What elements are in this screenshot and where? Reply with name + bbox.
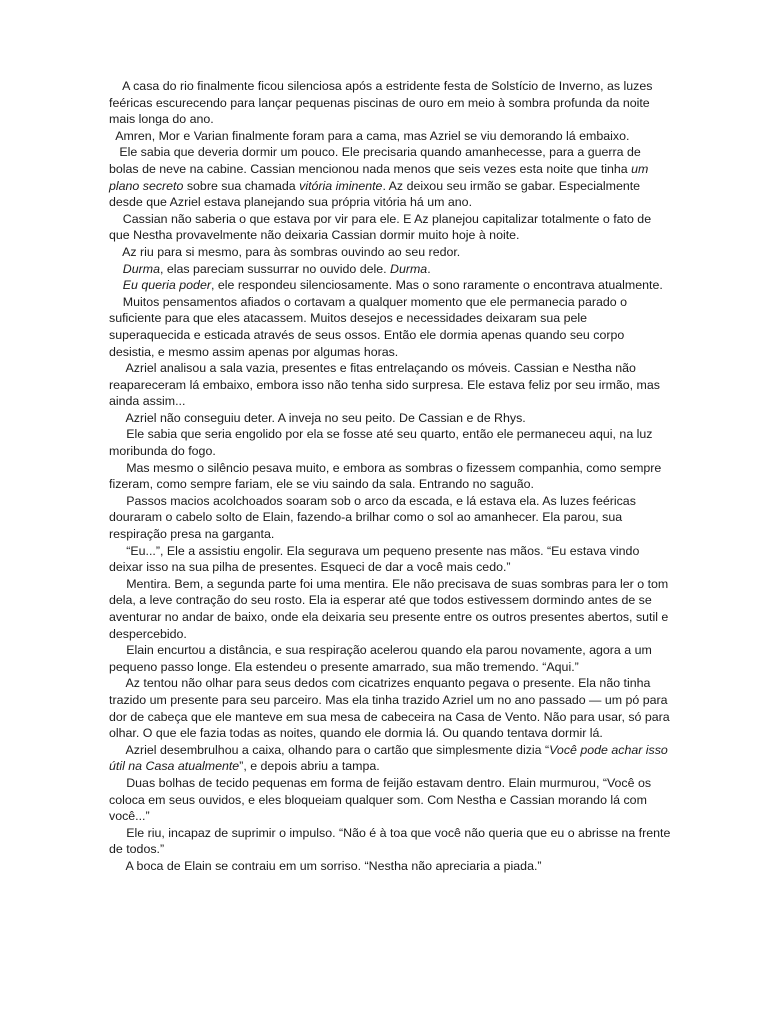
paragraph-indent <box>109 826 126 840</box>
paragraph-indent <box>109 859 126 873</box>
text-run: Cassian não saberia o que estava por vir para ele. E Az planejou capitalizar totalmente o fato de que Nestha provavelmente não deixaria Cassian dormir muito hoje à noite. <box>109 211 652 243</box>
document-body <box>109 78 671 875</box>
text-run: Az riu para si mesmo, para às sombras ouvindo ao seu redor. <box>122 244 461 259</box>
text-run: . <box>427 261 431 276</box>
text-run: sobre sua chamada <box>183 178 300 193</box>
paragraph <box>109 294 671 360</box>
italic-text: vitória iminente <box>299 178 383 193</box>
paragraph <box>109 144 671 210</box>
text-run: Elain encurtou a distância, e sua respiração acelerou quando ela parou novamente, agora a um pequeno passo longe. Ela estendeu o presente amarrado, sua mão tremendo. “Aqui.” <box>109 643 652 674</box>
paragraph-indent <box>109 262 123 276</box>
text-run: Mas mesmo o silêncio pesava muito, e embora as sombras o fizessem companhia, como sempre fizeram, como sempre fariam, ele se viu saindo da sala. Entrando no saguão. <box>109 460 662 492</box>
paragraph-indent <box>109 295 123 309</box>
paragraph <box>109 211 671 244</box>
paragraph-indent <box>109 145 119 159</box>
paragraph-indent <box>109 494 126 508</box>
paragraph <box>109 543 671 576</box>
italic-text: Durma <box>390 261 428 276</box>
paragraph <box>109 426 671 459</box>
paragraph <box>109 493 671 543</box>
paragraph <box>109 78 671 128</box>
paragraph-indent <box>109 676 126 690</box>
italic-text: Eu queria poder <box>122 278 211 293</box>
text-run: Passos macios acolchoados soaram sob o arco da escada, e lá estava ela. As luzes feéricas douraram o cabelo solto de Elain, fazendo-a brilhar como o sol ao amanhecer. Ela parou, sua respiração presa na garganta. <box>109 493 636 542</box>
paragraph <box>109 642 671 675</box>
paragraph <box>109 858 671 875</box>
text-run: Azriel analisou a sala vazia, presentes e fitas entrelaçando os móveis. Cassian e Nestha não reapareceram lá embaixo, embora isso não tenha sido surpresa. Ele estava feliz por seu irmão, mas ainda assim... <box>109 361 660 409</box>
text-run: ”, e depois abriu a tampa. <box>239 759 380 774</box>
text-run: Azriel não conseguiu deter. A inveja no seu peito. De Cassian e de Rhys. <box>125 410 526 425</box>
paragraph-indent <box>109 361 126 375</box>
paragraph <box>109 277 671 294</box>
paragraph-indent <box>109 245 122 259</box>
paragraph <box>109 128 671 145</box>
paragraph <box>109 742 671 775</box>
text-run: “Eu...”, Ele a assistiu engolir. Ela segurava um pequeno presente nas mãos. “Eu estava vindo deixar isso na sua pilha de presentes. Esqueci de dar a você mais cedo.” <box>109 543 640 575</box>
text-run: Mentira. Bem, a segunda parte foi uma mentira. Ele não precisava de suas sombras para ler o tom dela, a leve contração do seu rosto. Ela ia esperar até que todos estivessem dormindo antes de se aventurar no andar de baixo, onde ela deixaria seu presente entre os outros presentes abertos, sutil e despercebido. <box>109 576 669 641</box>
paragraph-indent <box>109 776 126 790</box>
paragraph <box>109 825 671 858</box>
paragraph <box>109 675 671 741</box>
paragraph <box>109 261 671 278</box>
paragraph-indent <box>109 577 126 591</box>
paragraph-indent <box>109 278 123 292</box>
text-run: A casa do rio finalmente ficou silenciosa após a estridente festa de Solstício de Inverno, as luzes feéricas escurecendo para lançar pequenas piscinas de ouro em meio à sombra profunda da noite mais longa do ano. <box>109 79 653 127</box>
text-run: Muitos pensamentos afiados o cortavam a qualquer momento que ele permanecia parado o suficiente para que eles atacassem. Muitos desejos e necessidades deixaram sua pele superaquecida e esticada através de seus ossos. Então ele dormia apenas quando seu corpo desistia, e mesmo assim apenas por algumas horas. <box>109 294 627 359</box>
paragraph <box>109 775 671 825</box>
paragraph <box>109 576 671 642</box>
text-run: Duas bolhas de tecido pequenas em forma de feijão estavam dentro. Elain murmurou, “Você os coloca em seus ouvidos, e eles bloqueiam qualquer som. Com Nestha e Cassian morando lá com você...” <box>109 775 652 824</box>
text-run: Az tentou não olhar para seus dedos com cicatrizes enquanto pegava o presente. Ela não tinha trazido um presente para seu parceiro. Mas ela tinha trazido Azriel um no ano passado — um pó para dor de cabeça que ele manteve em sua mesa de cabeceira na Casa de Vento. Não para usar, só para olhar. O que ele fazia todas as noites, quando ele dormia lá. Ou quando tentava dormir lá. <box>109 676 670 741</box>
text-run: Ele sabia que deveria dormir um pouco. Ele precisaria quando amanhecesse, para a guerra de bolas de neve na cabine. Cassian mencionou nada menos que seis vezes esta noite que tinha <box>109 145 641 176</box>
paragraph-indent <box>109 743 126 757</box>
text-run: Amren, Mor e Varian finalmente foram para a cama, mas Azriel se viu demorando lá embaixo. <box>115 128 630 143</box>
paragraph-indent <box>109 461 126 475</box>
paragraph-indent <box>109 79 122 93</box>
paragraph <box>109 244 671 261</box>
text-run: A boca de Elain se contraiu em um sorriso. “Nestha não apreciaria a piada.” <box>125 858 542 873</box>
text-run: . Az deixou seu irmão se gabar. Especialmente desde que Azriel estava planejando sua própria vitória há um ano. <box>109 178 641 210</box>
paragraph <box>109 410 671 427</box>
paragraph-indent <box>109 643 126 657</box>
paragraph-indent <box>109 427 126 441</box>
italic-text: Você pode achar isso útil na Casa atualmente <box>109 742 668 774</box>
text-run: Ele riu, incapaz de suprimir o impulso. “Não é à toa que você não queria que eu o abrisse na frente de todos.” <box>109 825 671 857</box>
paragraph-indent <box>109 411 126 425</box>
paragraph-indent <box>109 544 126 558</box>
paragraph-indent <box>109 212 123 226</box>
text-run: Ele sabia que seria engolido por ela se fosse até seu quarto, então ele permaneceu aqui, na luz moribunda do fogo. <box>109 427 653 459</box>
paragraph <box>109 460 671 493</box>
italic-text: um plano secreto <box>109 161 649 193</box>
paragraph <box>109 360 671 410</box>
text-run: Azriel desembrulhou a caixa, olhando para o cartão que simplesmente dizia “ <box>125 742 550 757</box>
text-run: , elas pareciam sussurrar no ouvido dele. <box>159 261 391 276</box>
italic-text: Durma <box>122 261 160 276</box>
text-run: , ele respondeu silenciosamente. Mas o sono raramente o encontrava atualmente. <box>210 278 663 293</box>
